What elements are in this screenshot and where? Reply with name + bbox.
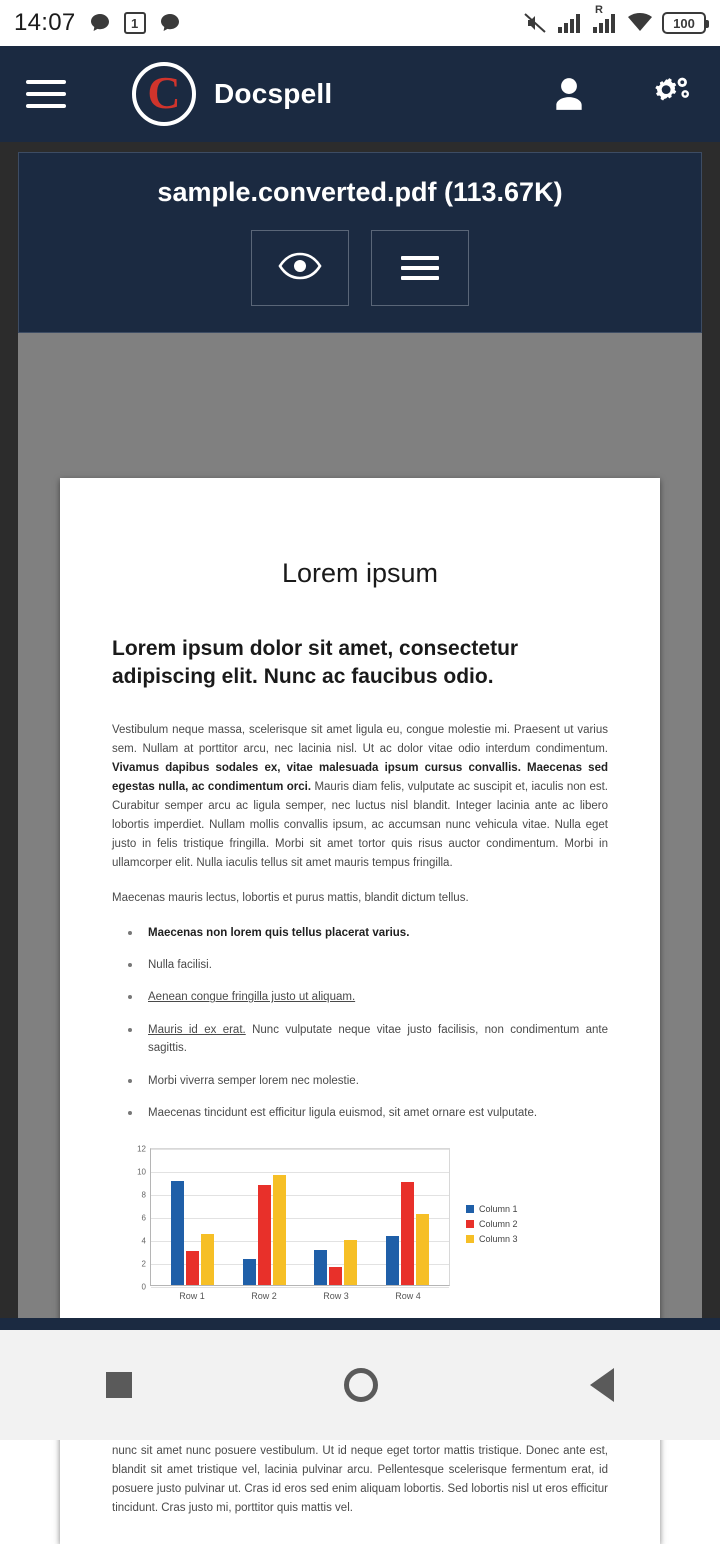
document-page2-paragraph: nunc sit amet nunc posuere vestibulum. Ut id neque eget tortor mattis tristique. Donec ante est, blandit sit amet tristique vel, lacinia pulvinar arcu. Pellentesque scelerisque fermentum erat, id posuere justo pulvinar ut. Cras id eros sed enim aliquam lobortis. Sed lobortis nisl ut eros efficitur tincidunt. Cras justo mi, porttitor quis mattis vel. xyxy=(112,1444,608,1514)
list-item-text: Nulla facilisi. xyxy=(148,958,212,971)
list-item xyxy=(126,988,608,1006)
file-menu-button[interactable] xyxy=(371,230,469,306)
chart-bar xyxy=(171,1181,184,1286)
chart-x-tick: Row 4 xyxy=(395,1291,421,1302)
chart-legend-swatch xyxy=(466,1235,474,1243)
document-page-1 xyxy=(60,478,660,1328)
list-item xyxy=(126,1021,608,1058)
paragraph-part-bold: Vivamus dapibus sodales ex, vitae malesuada ipsum cursus convallis. Maecenas sed egestas nulla, ac condimentum orci. xyxy=(112,761,608,793)
document-bullet-list xyxy=(126,924,608,1123)
chart-x-tick: Row 3 xyxy=(323,1291,349,1302)
list-icon xyxy=(401,256,439,280)
list-item-link[interactable]: Mauris id ex erat. xyxy=(148,1023,246,1036)
chart-y-tick: 2 xyxy=(141,1259,146,1269)
app-title: Docspell xyxy=(214,78,333,109)
chart-legend-swatch xyxy=(466,1220,474,1228)
chart-x-tick: Row 1 xyxy=(179,1291,205,1302)
sim-card-1-icon: 1 xyxy=(124,12,146,34)
preview-button[interactable] xyxy=(251,230,349,306)
document-heading: Lorem ipsum xyxy=(281,558,439,588)
chart-x-tick: Row 2 xyxy=(251,1291,277,1302)
battery-indicator: 100 xyxy=(662,12,706,34)
chart-plot-area xyxy=(137,1144,450,1302)
chart-legend-label: Column 2 xyxy=(479,1219,518,1230)
chart-bar xyxy=(401,1182,414,1286)
chart-bar xyxy=(344,1240,357,1285)
chart-bar xyxy=(416,1214,429,1285)
chart-legend-item xyxy=(466,1204,518,1214)
chart-y-tick: 8 xyxy=(141,1190,146,1200)
list-item-text: Morbi viverra semper lorem nec molestie. xyxy=(148,1074,359,1087)
chart-bar xyxy=(386,1236,399,1285)
chart-legend-label: Column 1 xyxy=(479,1204,518,1215)
eye-icon xyxy=(278,251,322,286)
list-item-text: Nunc vulputate neque vitae justo facilisis, non condimentum ante sagittis. xyxy=(148,1023,609,1055)
hamburger-icon[interactable] xyxy=(26,80,66,108)
chart-bar-group xyxy=(171,1149,214,1285)
roaming-signal-icon xyxy=(592,4,618,33)
chart-bar-group xyxy=(314,1149,357,1285)
app-brand xyxy=(132,62,332,126)
chart-gridline xyxy=(151,1287,449,1288)
chat-bubble-icon xyxy=(158,11,182,35)
file-header-panel xyxy=(18,152,702,333)
wifi-icon xyxy=(627,13,653,33)
list-item xyxy=(126,924,608,942)
list-item xyxy=(126,956,608,974)
document-paragraph-2: Maecenas mauris lectus, lobortis et purus mattis, blandit dictum tellus. xyxy=(112,891,469,904)
document-paragraph-1 xyxy=(112,721,608,873)
file-name-label: sample.converted.pdf (113.67K) xyxy=(157,177,563,207)
chart-legend-item xyxy=(466,1234,518,1244)
chart-bar xyxy=(243,1259,256,1285)
signal-bars-icon xyxy=(557,13,583,33)
chart-bar xyxy=(186,1251,199,1286)
chart-legend-swatch xyxy=(466,1205,474,1213)
list-item xyxy=(126,1104,608,1122)
chart-bar-group xyxy=(243,1149,286,1285)
chart-legend-label: Column 3 xyxy=(479,1234,518,1245)
embedded-bar-chart xyxy=(137,1144,570,1302)
document-scroll-area[interactable] xyxy=(18,310,702,1514)
chart-bar xyxy=(329,1267,342,1285)
chart-bar xyxy=(314,1250,327,1286)
status-bar-right xyxy=(522,4,706,34)
docspell-logo-icon xyxy=(132,62,196,126)
chart-x-labels xyxy=(150,1291,450,1301)
home-icon[interactable] xyxy=(344,1368,378,1402)
list-item xyxy=(126,1072,608,1090)
list-item-text: Maecenas tincidunt est efficitur ligula euismod, sit amet ornare est vulputate. xyxy=(148,1106,538,1119)
system-navigation-bar xyxy=(0,1330,720,1440)
user-icon[interactable] xyxy=(550,75,588,113)
document-viewer xyxy=(0,142,720,1514)
logo-letter: C xyxy=(147,66,181,118)
chart-y-tick: 4 xyxy=(141,1236,146,1246)
list-item-text[interactable]: Aenean congue fringilla justo ut aliquam. xyxy=(148,991,356,1004)
file-action-buttons xyxy=(19,230,701,306)
mute-icon xyxy=(522,12,548,34)
status-bar xyxy=(0,0,720,46)
app-bar xyxy=(0,46,720,142)
document-subheading: Lorem ipsum dolor sit amet, consectetur adipiscing elit. Nunc ac faucibus odio. xyxy=(112,637,519,688)
list-item-text: Maecenas non lorem quis tellus placerat varius. xyxy=(148,926,410,939)
chart-bar xyxy=(201,1234,214,1286)
paragraph-part-b: Mauris diam felis, vulputate ac suscipit et, iaculis non est. Curabitur semper arcu ac ligula semper, nec luctus nisl blandit. Integer lacinia ante ac libero lobortis imperdiet. Nullam mollis convallis ipsum, ac accumsan nunc vehicula vitae. Nulla eget justo in felis tristique fringilla. Morbi sit amet tortor quis risus auctor condimentum. Morbi in ullamcorper elit. Nulla iaculis tellus sit amet mauris tempus fringilla. xyxy=(112,780,608,869)
chart-bars xyxy=(137,1144,450,1292)
status-bar-left xyxy=(14,9,182,37)
chart-y-tick: 12 xyxy=(137,1144,146,1154)
recent-apps-icon[interactable] xyxy=(106,1372,132,1398)
back-icon[interactable] xyxy=(590,1368,614,1402)
chart-legend xyxy=(466,1204,518,1301)
status-clock: 14:07 xyxy=(14,9,76,36)
chart-y-tick: 10 xyxy=(137,1167,146,1177)
paragraph-part-a: Vestibulum neque massa, scelerisque sit amet ligula eu, congue molestie mi. Praesent ut varius sem. Nullam at porttitor arcu, nec lacinia nisl. Ut ac dolor vitae odio interdum condimentum. xyxy=(112,723,608,755)
gears-icon[interactable] xyxy=(650,74,694,114)
chart-y-tick: 6 xyxy=(141,1213,146,1223)
chat-bubble-icon xyxy=(88,11,112,35)
chart-bar-group xyxy=(386,1149,429,1285)
chart-bar xyxy=(273,1175,286,1285)
roaming-label: R xyxy=(595,4,603,16)
viewer-bottom-strip xyxy=(0,1318,720,1330)
chart-y-tick: 0 xyxy=(141,1282,146,1292)
chart-bar xyxy=(258,1185,271,1285)
chart-legend-item xyxy=(466,1219,518,1229)
